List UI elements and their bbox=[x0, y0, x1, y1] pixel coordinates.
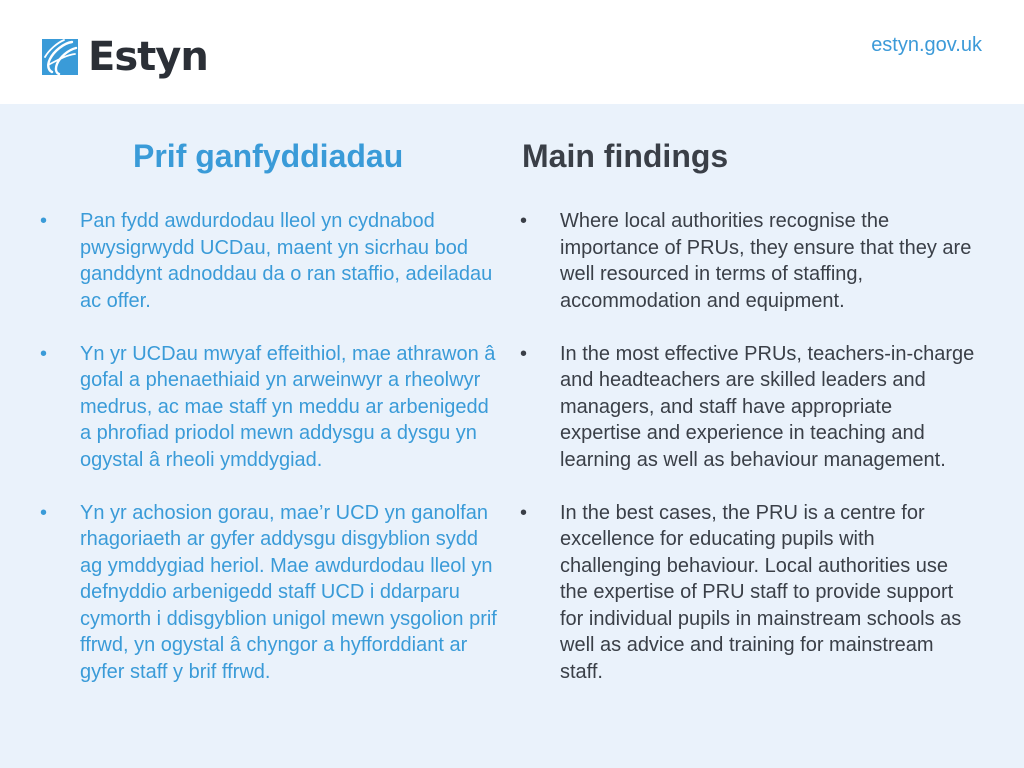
bullet-icon: • bbox=[520, 342, 528, 365]
bullet-icon: • bbox=[520, 210, 528, 232]
header bbox=[0, 0, 1024, 104]
welsh-finding-item bbox=[30, 500, 500, 686]
bullet-icon: • bbox=[40, 342, 48, 365]
welsh-finding-text: Yn yr achosion gorau, mae’r UCD yn ganolfan rhagoriaeth ar gyfer addysgu disgyblion sydd ag ymddygiad heriol. Mae awdurdodau lleol yn defnyddio arbenigedd staff UCD i ddarparu cymorth i ddisgyblion unigol mewn ysgolion prif ffrwd, yn ogystal â chyngor a hyfforddiant ar gyfer staff y brif ffrwd. bbox=[80, 501, 497, 683]
english-findings-list bbox=[510, 208, 978, 712]
welsh-finding-text: Yn yr UCDau mwyaf effeithiol, mae athrawon â gofal a phenaethiaid yn arweinwyr a rheolwyr medrus, ac mae staff yn meddu ar arbenigedd a phrofiad priodol mewn addysgu a dysgu yn ogystal â rheoli ymddygiad. bbox=[80, 342, 496, 471]
english-finding-text: Where local authorities recognise the importance of PRUs, they ensure that they are well resourced in terms of staffing, accommodation and equipment. bbox=[560, 210, 972, 312]
welsh-finding-text: Pan fydd awdurdodau lleol yn cydnabod pwysigrwydd UCDau, maent yn sicrhau bod ganddynt adnoddau da o ran staffio, adeiladau ac offer. bbox=[80, 210, 493, 312]
bullet-icon: • bbox=[520, 501, 528, 524]
welsh-heading: Prif ganfyddiadau bbox=[133, 138, 404, 174]
welsh-finding-item bbox=[30, 208, 500, 314]
bullet-icon: • bbox=[40, 210, 48, 232]
english-finding-text: In the best cases, the PRU is a centre for excellence for educating pupils with challenging behaviour. Local authorities use the expertise of PRU staff to provide support for individual pupils in mainstream schools as well as advice and training for mainstream staff. bbox=[560, 501, 962, 683]
estyn-logo-icon bbox=[42, 39, 78, 75]
site-url-link[interactable]: estyn.gov.uk bbox=[871, 34, 982, 56]
logo-wordmark: Estyn bbox=[88, 34, 208, 80]
english-finding-item bbox=[510, 208, 978, 314]
english-finding-item bbox=[510, 341, 978, 474]
welsh-finding-item bbox=[30, 341, 500, 474]
welsh-findings-list bbox=[30, 208, 500, 712]
bullet-icon: • bbox=[40, 501, 48, 524]
english-finding-text: In the most effective PRUs, teachers-in-charge and headteachers are skilled leaders and managers, and staff have appropriate expertise and experience in teaching and learning as well as behaviour management. bbox=[560, 342, 975, 471]
main-content bbox=[0, 104, 1024, 768]
english-finding-item bbox=[510, 500, 978, 686]
english-heading: Main findings bbox=[522, 138, 729, 174]
estyn-logo[interactable] bbox=[42, 32, 208, 82]
